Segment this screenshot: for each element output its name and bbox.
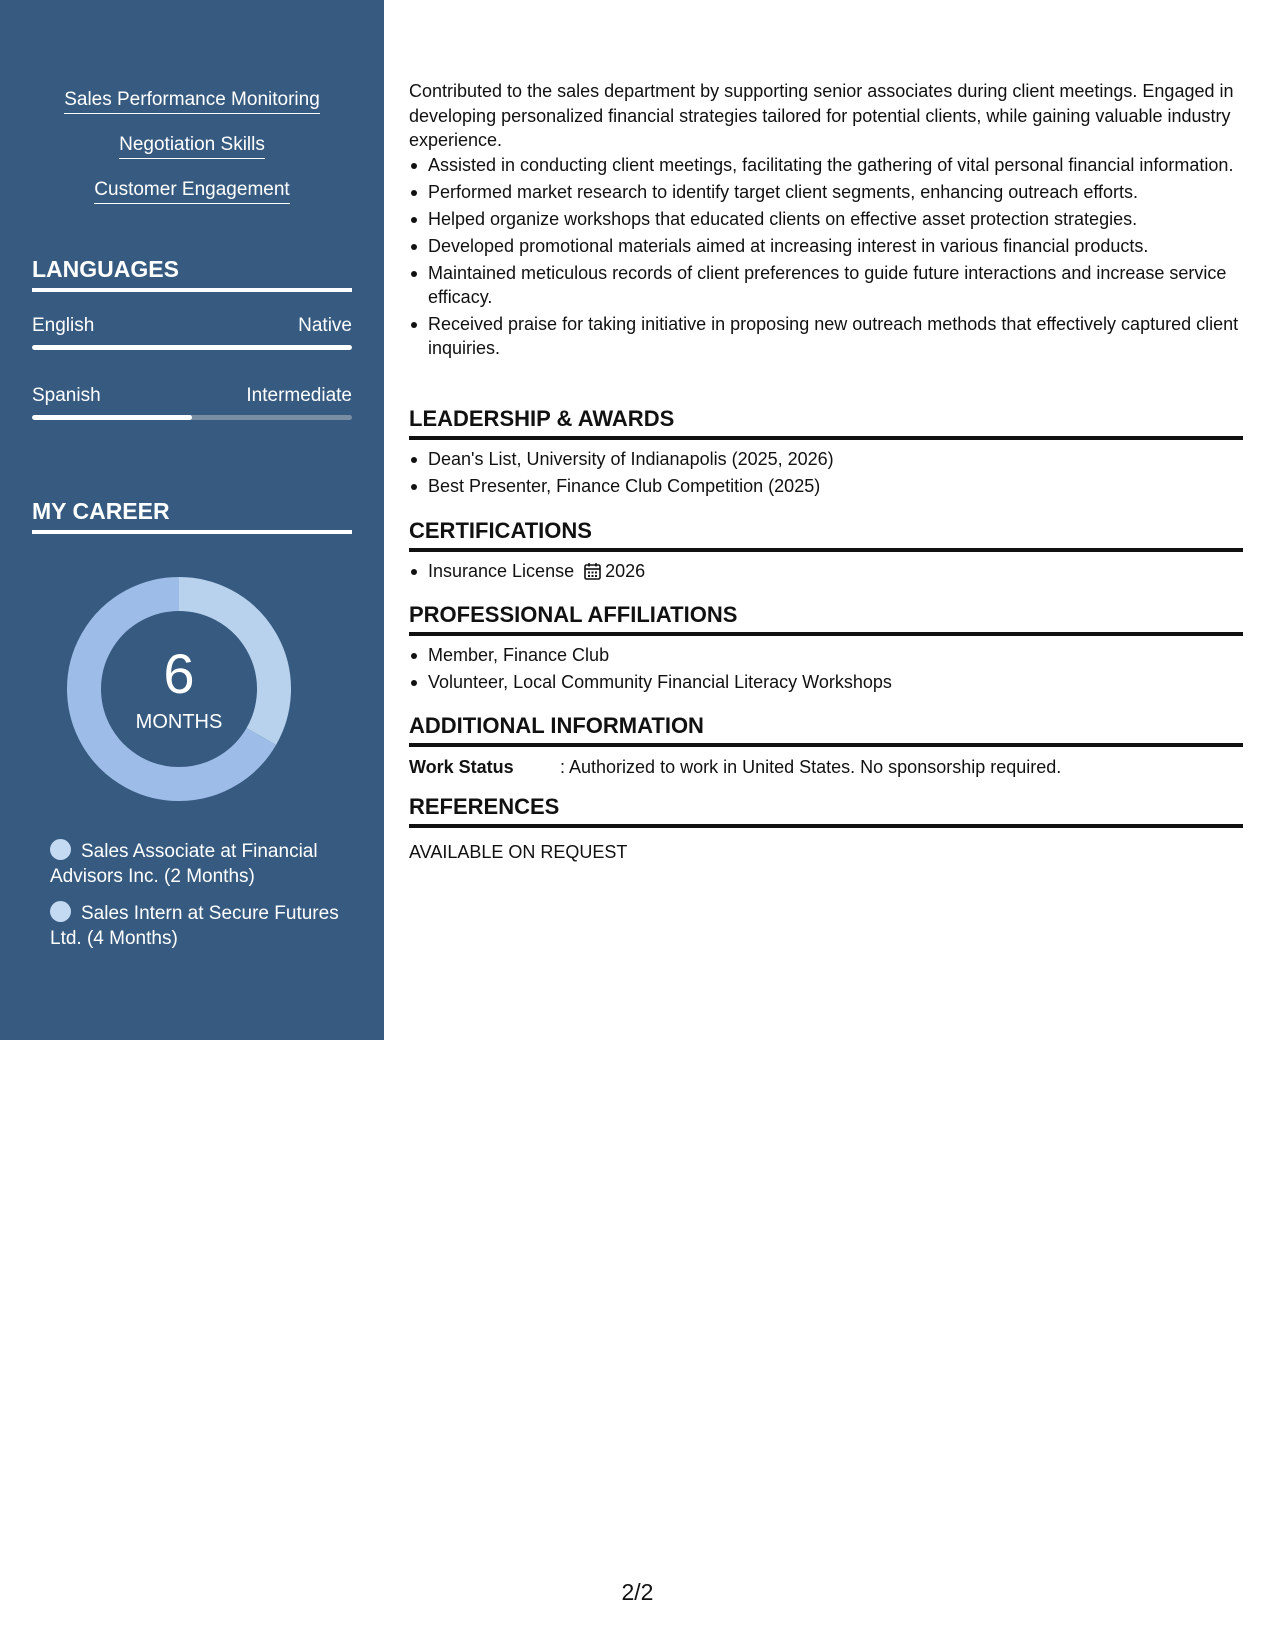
- additional-info-heading: ADDITIONAL INFORMATION: [409, 712, 1243, 747]
- certification-name: Insurance License: [428, 561, 575, 581]
- experience-bullet: Helped organize workshops that educated clients on effective asset protection strategies.: [409, 207, 1243, 232]
- skill-link[interactable]: [0, 88, 384, 114]
- career-legend-label: Sales Intern at Secure Futures Ltd. (4 Months): [50, 903, 339, 949]
- language-row: [32, 314, 352, 338]
- experience-bullet: Received praise for taking initiative in proposing new outreach methods that effectively captured client inquiries.: [409, 312, 1243, 361]
- language-proficiency-bar: [32, 345, 352, 350]
- language-proficiency-fill: [32, 345, 352, 350]
- career-heading: MY CAREER: [32, 497, 352, 534]
- sidebar: [0, 0, 384, 1040]
- language-level: Intermediate: [246, 385, 352, 406]
- affiliations-heading: PROFESSIONAL AFFILIATIONS: [409, 601, 1243, 636]
- career-legend-item: [50, 839, 340, 889]
- experience-bullet: Developed promotional materials aimed at increasing interest in various financial products.: [409, 234, 1243, 259]
- experience-intro: Contributed to the sales department by supporting senior associates during client meetings. Engaged in developing personalized financial strategies tailored for potential clients, while gaining valuable industry experience.: [409, 81, 1234, 150]
- legend-dot-icon: [50, 839, 71, 860]
- leadership-list: [409, 447, 1243, 500]
- language-row: [32, 384, 352, 408]
- experience-bullet: Assisted in conducting client meetings, facilitating the gathering of vital personal financial information.: [409, 153, 1243, 178]
- career-legend-item: [50, 901, 340, 951]
- work-status-label: Work Status: [409, 757, 514, 777]
- career-total-unit: MONTHS: [135, 711, 223, 733]
- leadership-heading: LEADERSHIP & AWARDS: [409, 405, 1243, 440]
- experience-bullet: Maintained meticulous records of client preferences to guide future interactions and increase service efficacy.: [409, 261, 1243, 310]
- affiliation-item: Volunteer, Local Community Financial Literacy Workshops: [409, 670, 1243, 695]
- certifications-heading: CERTIFICATIONS: [409, 517, 1243, 552]
- career-total-value: 6: [163, 642, 195, 705]
- skill-label[interactable]: Sales Performance Monitoring: [64, 88, 320, 114]
- calendar-icon: [584, 562, 601, 587]
- experience-bullet: Performed market research to identify target client segments, enhancing outreach efforts.: [409, 180, 1243, 205]
- certifications-list: [409, 559, 1243, 589]
- career-donut-chart: [64, 574, 294, 804]
- language-proficiency-bar: [32, 415, 352, 420]
- certification-year: 2026: [605, 561, 646, 581]
- languages-heading: LANGUAGES: [32, 255, 352, 292]
- language-name: English: [32, 315, 95, 336]
- skill-link[interactable]: [0, 133, 384, 159]
- leadership-item: Best Presenter, Finance Club Competition (2025): [409, 474, 1243, 499]
- language-level: Native: [298, 315, 352, 336]
- leadership-item: Dean's List, University of Indianapolis (2025, 2026): [409, 447, 1243, 472]
- skill-label[interactable]: Negotiation Skills: [119, 133, 265, 159]
- work-status-value: : Authorized to work in United States. No sponsorship required.: [560, 757, 1062, 777]
- affiliation-item: Member, Finance Club: [409, 643, 1243, 668]
- skill-label[interactable]: Customer Engagement: [94, 178, 289, 204]
- references-heading: REFERENCES: [409, 793, 1243, 828]
- certification-item: [409, 559, 1243, 587]
- affiliations-list: [409, 643, 1243, 696]
- page-number: 2/2: [621, 1579, 654, 1605]
- language-name: Spanish: [32, 385, 101, 406]
- donut-center: [64, 574, 294, 804]
- skill-link[interactable]: [0, 178, 384, 204]
- language-proficiency-fill: [32, 415, 192, 420]
- references-text: AVAILABLE ON REQUEST: [409, 842, 628, 862]
- experience-bullets: [409, 153, 1243, 363]
- legend-dot-icon: [50, 901, 71, 922]
- career-legend-label: Sales Associate at Financial Advisors Inc. (2 Months): [50, 841, 318, 887]
